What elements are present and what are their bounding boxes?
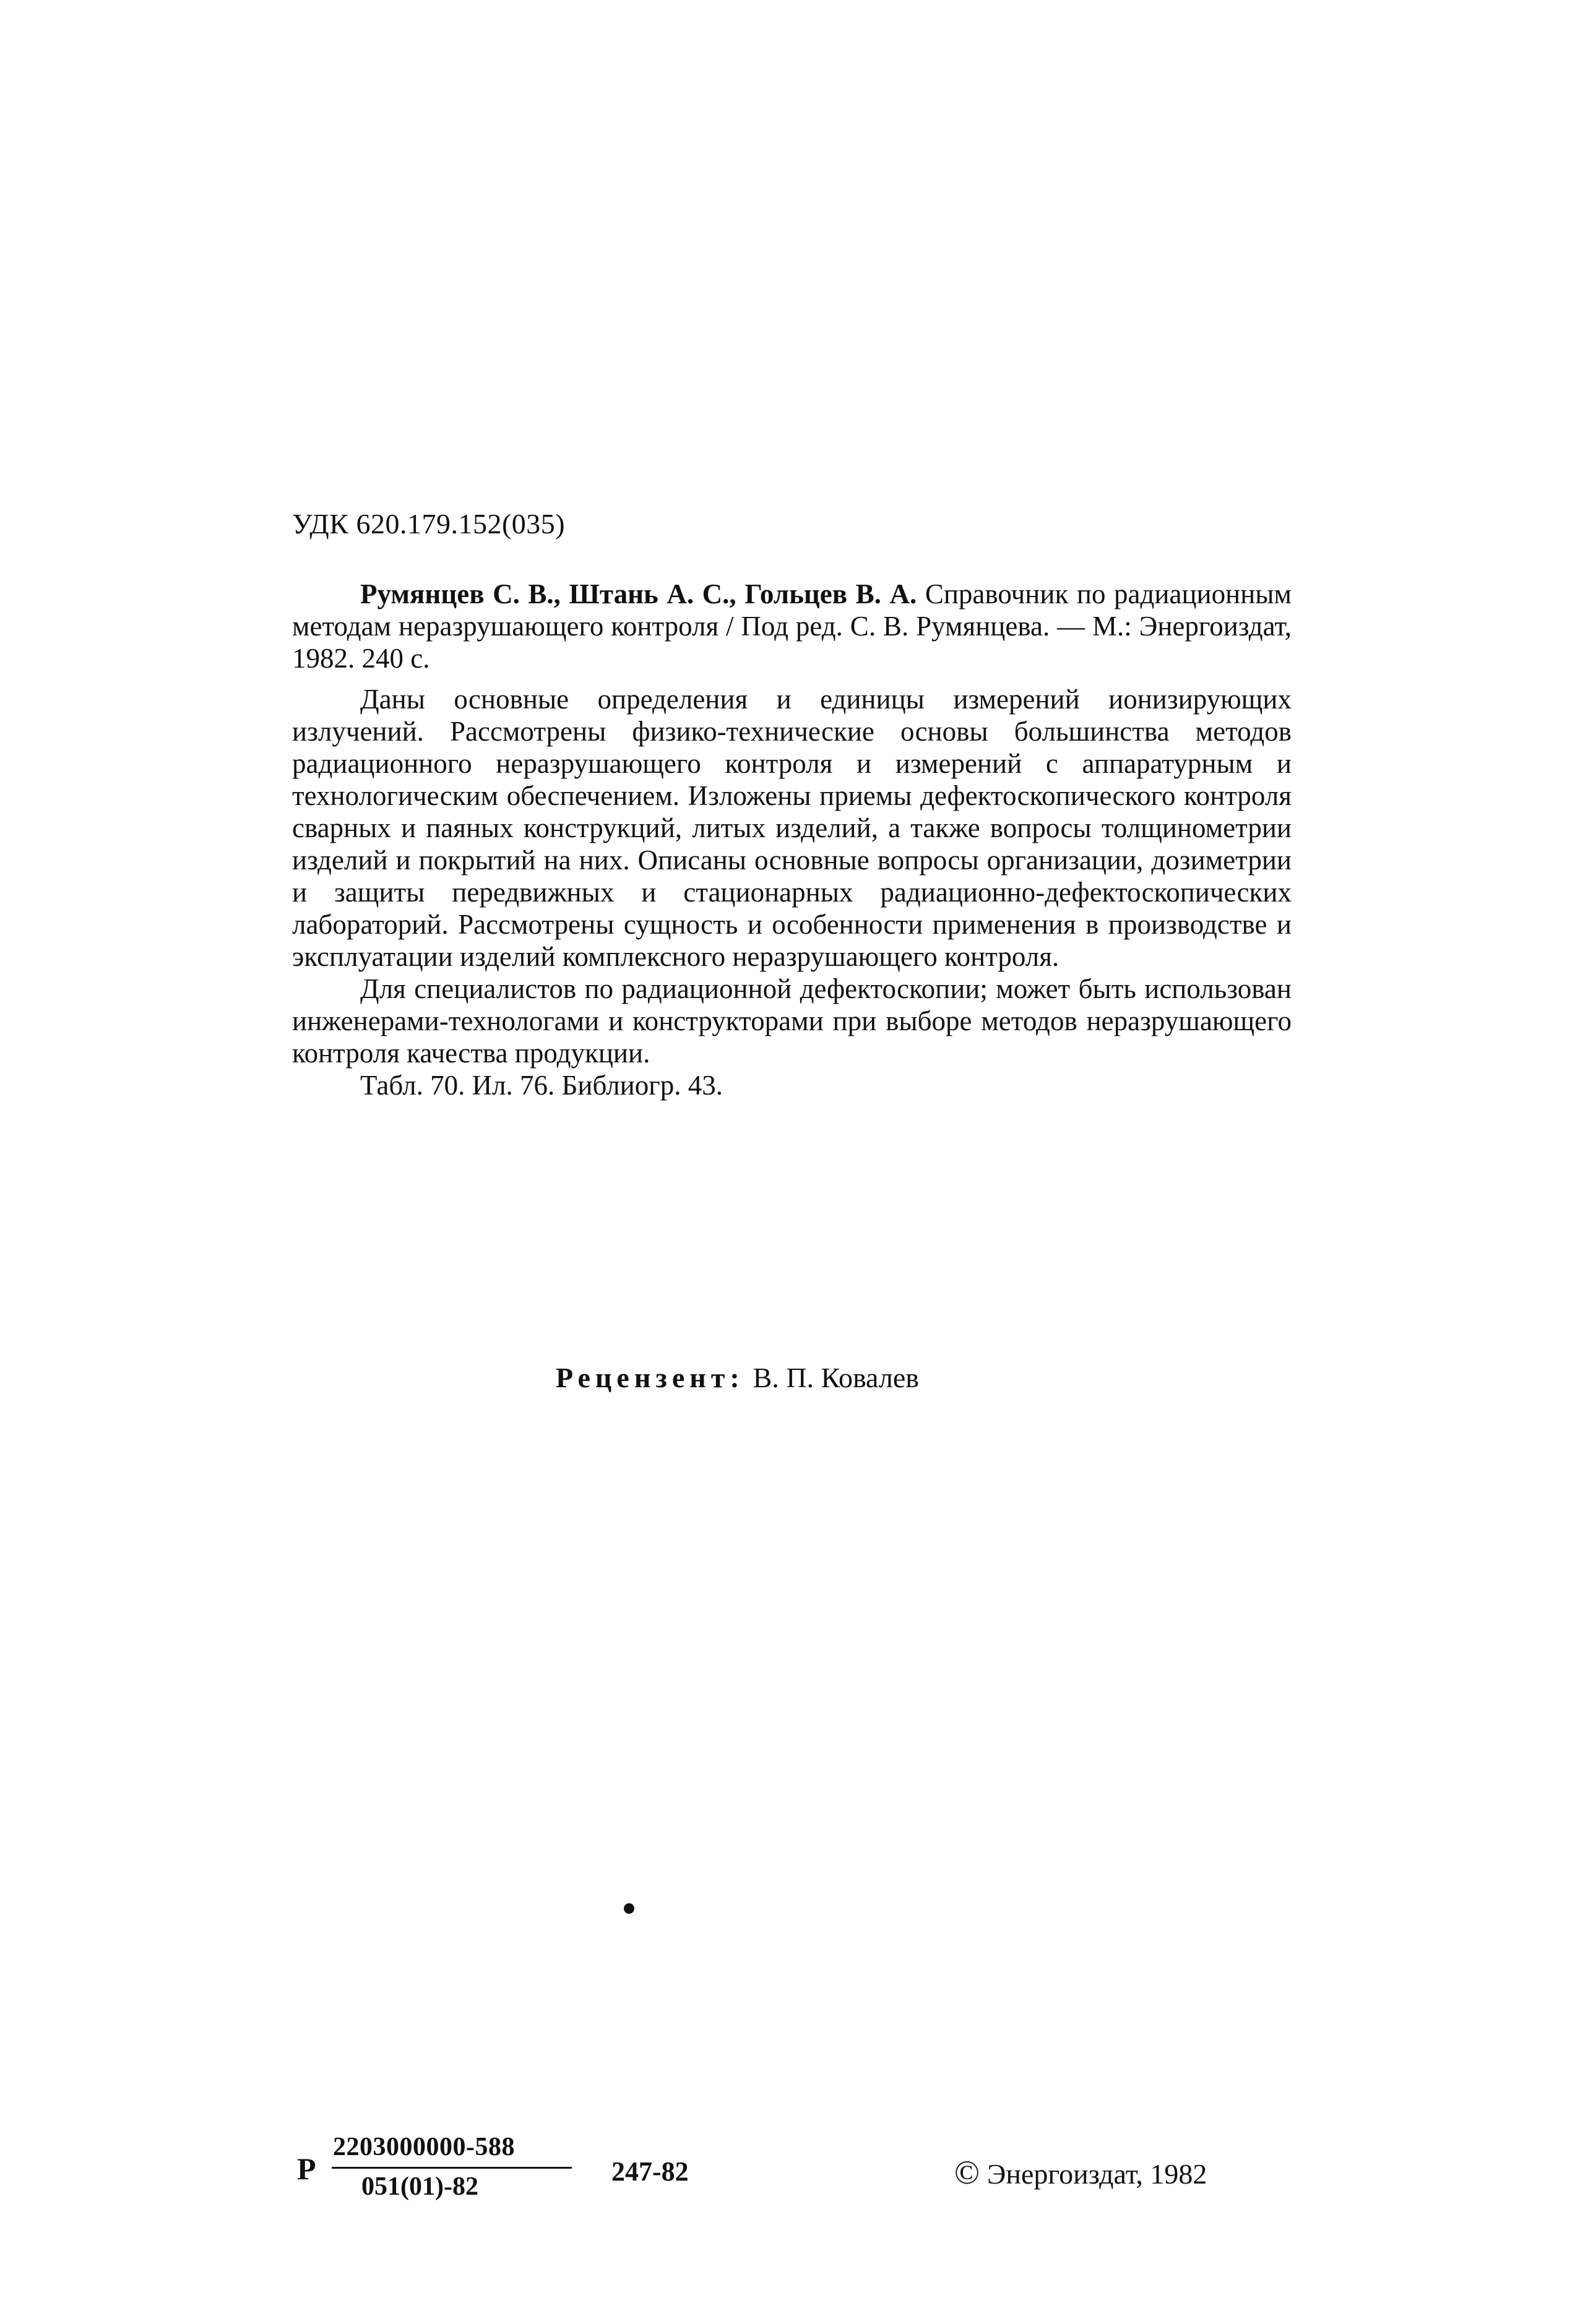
reviewer-line — [556, 1361, 919, 1394]
catalog-code-denominator: 051(01)-82 — [361, 2172, 478, 2201]
bibliographic-record — [292, 578, 1292, 674]
catalog-code-numerator: 2203000000-588 — [333, 2133, 515, 2161]
audience-paragraph: Для специалистов по радиационной дефектоскопии; может быть использован инженерами-технологами и конструкторами при выборе методов неразрушающего контроля качества продукции. — [292, 973, 1292, 1069]
copyright-icon: © — [954, 2154, 980, 2191]
tables-illustrations-count: Табл. 70. Ил. 76. Библиогр. 43. — [360, 1070, 723, 1101]
authors: Румянцев С. В., Штань А. С., Гольцев В. А. — [360, 579, 917, 609]
abstract-paragraph: Даны основные определения и единицы измерений ионизирующих излучений. Рассмотрены физико-технические основы большинства методов радиационного неразрушающего контроля и измерений с аппаратурным и технологическим обеспечением. Изложены приемы дефектоскопического контроля сварных и паяных конструкций, литых изделий, а также вопросы толщинометрии изделий и покрытий на них. Описаны основные вопросы организации, дозиметрии и защиты передвижных и стационарных радиационно-дефектоскопических лабораторий. Рассмотрены сущность и особенности применения в производстве и эксплуатации изделий комплексного неразрушающего контроля. — [292, 684, 1292, 972]
book-description: Справочник по радиационным методам неразрушающего контроля / Под ред. С. В. Румянцева. — М.: Энергоиздат, 1982. 240 с. — [292, 579, 1292, 674]
catalog-code-letter: Р — [297, 2151, 316, 2186]
order-number: 247-82 — [611, 2156, 689, 2187]
copyright-text: Энергоиздат, 1982 — [987, 2158, 1207, 2190]
copyright-notice — [954, 2153, 1207, 2192]
catalog-code — [297, 2132, 588, 2206]
reviewer-label: Рецензент: — [556, 1362, 744, 1393]
fraction-line — [332, 2167, 572, 2169]
reviewer-name: В. П. Ковалев — [753, 1362, 919, 1393]
center-dot-ornament — [624, 1903, 634, 1914]
udc-code: УДК 620.179.152(035) — [292, 508, 566, 540]
annotation-block — [292, 578, 1292, 1101]
